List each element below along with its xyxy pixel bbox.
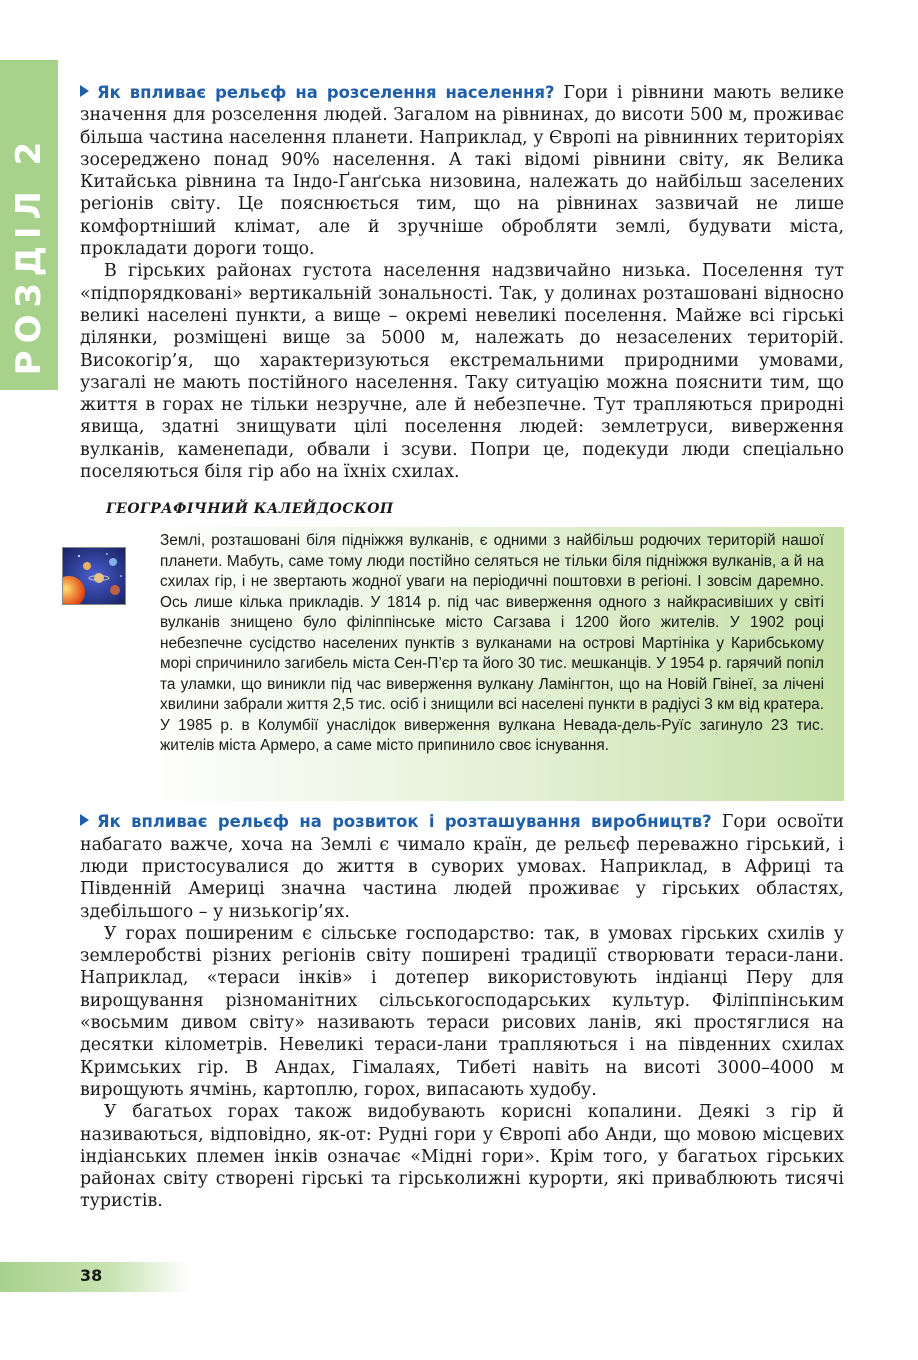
kaleidoscope-box [80, 527, 844, 801]
chapter-label: РОЗДІЛ 2 [9, 134, 49, 376]
page-number: 38 [80, 1266, 103, 1285]
section2-heading: Як впливає рельєф на розвиток і розташування виробництв? [97, 812, 712, 832]
section2-paragraph-minerals: У багатьох горах також видобувають корисні копалини. Деякі з гір й називаються, відповідно, як-от: Рудні гори у Європі або Анди, що мовою місцевих індіанських племен інків означає «Мідні гори». Крім того, у багатьох гірських районах світу створені гірські та гірськолижні курорти, які приваблюють тисячі туристів. [80, 1102, 844, 1212]
planets-icon [62, 547, 126, 605]
kaleidoscope-text: Землі, розташовані біля підніжжя вулканів, є одними з найбільш родючих територій нашої планети. Мабуть, саме тому люди постійно селяться не тільки біля підніжжя вулканів, а й на схилах гір, і не звертають жодної уваги на періодичні поштовхи в регіоні. І зовсім даремно. Ось лише кілька прикладів. У 1814 р. під час виверження одного з найкрасивіших у світі вулканів знищено було філіппінське місто Сагзава і 1200 його жителів. У 1902 році небезпечне сусідство населених пунктів з вулканами на острові Мартініка у Карибському морі спричинило загибель міста Сен-П’єр та його 30 тис. мешканців. У 1954 р. гарячий попіл та уламки, що виникли під час виверження вулкану Ламінгтон, що на Новій Гвінеї, за лічені хвилини забрали життя 2,5 тис. осіб і знищили всі населені пункти в радіусі 3 км від кратера. У 1985 р. в Колумбії унаслідок виверження вулкана Невада-дель-Руїс загинуло 23 тис. жителів міста Армеро, а саме місто припинило своє існування. [160, 532, 824, 755]
chapter-side-tab [0, 60, 58, 390]
question-marker-icon [80, 814, 89, 826]
page-content [80, 82, 844, 1213]
section1-paragraph: В гірських районах густота населення надзвичайно низька. Поселення тут «підпорядковані» вертикальній зональності. Так, у долинах розташовані відносно великі населені пункти, а вище – окремі невеликі поселення. Майже всі гірські ділянки, розміщені вище за 5000 м, належать до незаселених територій. Високогір’я, що характеризуються екстремальними природними умовами, узагалі не мають постійного населення. Таку ситуацію можна пояснити тим, що життя в горах не тільки незручне, але й небезпечне. Тут трапляються природні явища, здатні знищувати цілі поселення людей: землетруси, виверження вулканів, каменепади, обвали і зсуви. Попри це, подекуди люди спеціально поселяються біля гір або на їхніх схилах. [80, 261, 844, 483]
section2-paragraph-agriculture: У горах поширеним є сільське господарство: так, в умовах гірських схилів у землеробстві різних регіонів світу поширені традиції створювати тераси-лани. Наприклад, «тераси інків» і дотепер використовують індіанці Перу для вирощування різноманітних сільськогосподарських культур. Філіппінським «восьмим дивом світу» називають тераси рисових ланів, які простяглися на десятки кілометрів. Невеликі тераси-лани трапляються і на південних схилах Кримських гір. В Андах, Гімалаях, Тибеті навіть на висоті 3000–4000 м вирощують ячмінь, картоплю, горох, випасають худобу. [80, 923, 844, 1100]
question-marker-icon [80, 85, 89, 97]
section1-lead-text: Гори і рівнини мають велике значення для розселення людей. Загалом на рівнинах, до висоти 500 м, проживає більша частина населення планети. Наприклад, у Європі на рівнинних територіях зосереджено понад 90% населення. А такі відомі рівнини світу, як Велика Китайська рівнина та Індо-Ґанґська низовина, належать до найбільш заселених регіонів світу. Це пояснюється тим, що на рівнинах зазвичай не лише комфортніший клімат, але й зручніше обробляти землі, будувати міста, прокладати дороги тощо. [80, 83, 845, 260]
section1-heading: Як впливає рельєф на розселення населення? [97, 83, 555, 102]
kaleidoscope-title: ГЕОГРАФІЧНИЙ КАЛЕЙДОСКОП [106, 501, 394, 518]
section2-lead-text: Гори освоїти набагато важче, хоча на Землі є чимало країн, де рельєф переважно гірський, і люди пристосувалися до життя в суворих умовах. Наприклад, в Африці та Південній Америці значна частина людей проживає у гірських областях, здебільшого – у низькогір’ях. [80, 812, 844, 922]
section1-lead-paragraph [80, 82, 844, 260]
section2-lead-paragraph [80, 811, 844, 922]
